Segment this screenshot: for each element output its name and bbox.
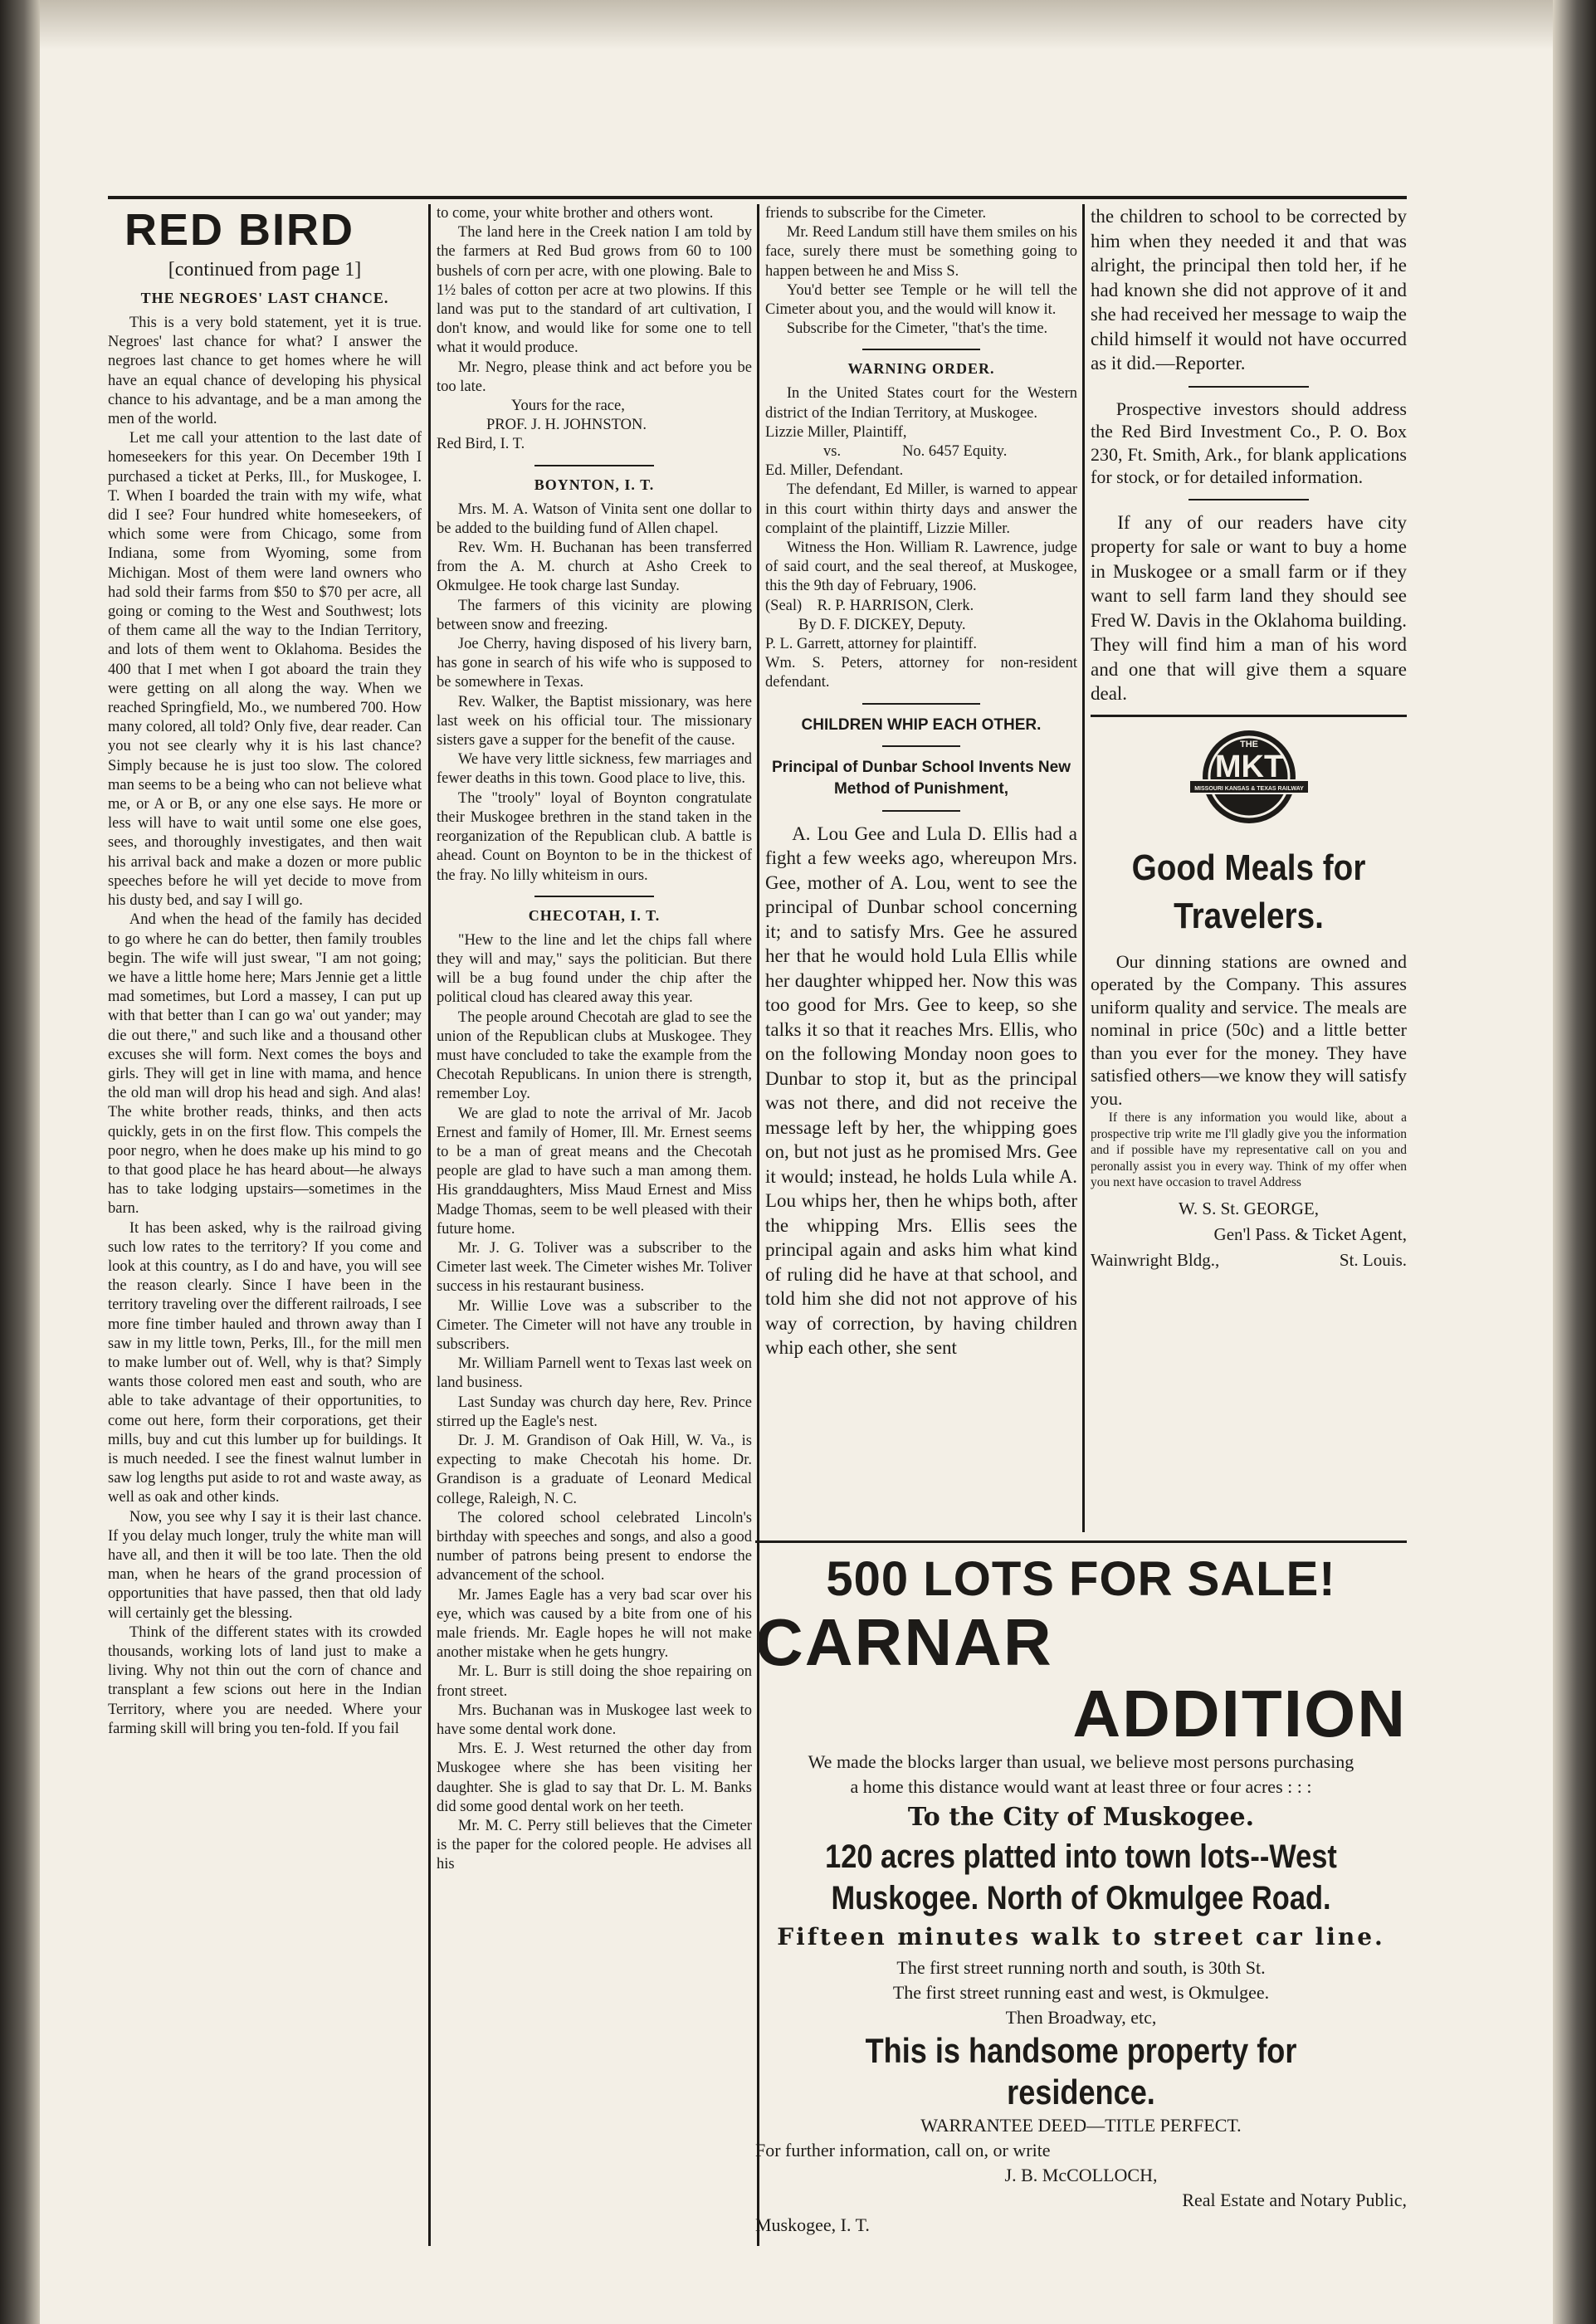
scan-left-edge [0, 0, 40, 2324]
legal-line: vs. No. 6457 Equity. [823, 443, 1008, 461]
ad-carnar-headline: CARNAR [755, 1605, 1053, 1679]
section-rule [534, 465, 654, 466]
news-item: The "trooly" loyal of Boynton congratulate their Muskogee brethren in the stand taken in the reorganization of the Republican club. A battle is ahead. Count on Boynton to be in the thickest of the fray. No lilly whiteism in ours. [437, 789, 752, 884]
news-item: friends to subscribe for the Cimeter. [765, 205, 987, 222]
news-item: Mr. James Eagle has a very bad scar over his eye, which was caused by a bite from one of his male friends. Mr. Eagle hopes he will not make another mistake when he gets hungry. [437, 1586, 752, 1662]
legal-line: By D. F. DICKEY, Deputy. [798, 616, 966, 633]
article-paragraph: Mr. Negro, please think and act before you be too late. [437, 359, 752, 395]
agent-address [1091, 1247, 1407, 1273]
news-item: Dr. J. M. Grandison of Oak Hill, W. Va., is expecting to make Checotah his home. Dr. Grandison is a graduate of Leonard Medical college, Raleigh, N. C. [437, 1432, 752, 1507]
meals-body: Our dinning stations are owned and operated by the Company. This assures uniform quality and service. The meals are nominal in price (50c) and a little better than you ever for the money. They have satisfied others—we know they will satisfy you. [1091, 950, 1407, 1109]
legal-line: Lizzie Miller, Plaintiff, [765, 423, 907, 441]
column-1 [108, 204, 422, 2246]
top-rule [108, 196, 1407, 199]
heading-checotah: CHECOTAH, I. T. [528, 906, 661, 924]
logo-band-text: MISSOURI KANSAS & TEXAS RAILWAY [1193, 785, 1304, 792]
column-divider [428, 204, 431, 2246]
newspaper-page [108, 196, 1407, 2244]
meals-small-print: If there is any information you would like, about a prospective trip write me I'll gladly give you the information and if possible have my representative call on you and peronally assist you in every way. Think of my offer when you next have occasion to travel Address [1091, 1111, 1407, 1189]
mkt-logo [1091, 727, 1407, 831]
news-item: Mrs. E. J. West returned the other day from Muskogee where she has been visiting her daughter. She is glad to say that Dr. L. M. Banks did some good dental work on her teeth. [437, 1741, 752, 1815]
section-rule [1188, 386, 1309, 388]
ad-info-line: For further information, call on, or write [755, 2140, 1051, 2160]
ad-city-line: To the City of Muskogee. [907, 1803, 1255, 1832]
scan-top-edge [0, 0, 1596, 50]
ad-street-3: Then Broadway, etc, [1005, 2007, 1157, 2028]
section-rule [862, 703, 981, 705]
story-paragraph: A. Lou Gee and Lula D. Ellis had a fight a few weeks ago, whereupon Mrs. Gee, mother of A. Lou, went to see the principal of Dunbar school concerning it; and to satisfy Mrs. Gee he assured her that he would hold Lula Ellis while her daughter whipped her. Now this was too good for Mrs. Gee to keep, so she talks it so that it reaches Mrs. Ellis, who on the following Monday noon goes to Dunbar to stop it, but as the principal was not there, and did not receive the message left by her, the whipping goes on, but not just as he promised Mrs. Gee it would; instead, he holds Lula while A. Lou whips her, then he whips both, after the whipping Mrs. Ellis sees the principal again and asks him what kind of ruling did he have at that school, and told him she did not not approve of his way of correction, by having children whip each other, she sent [765, 823, 1077, 1359]
carnar-addition-ad [755, 1540, 1407, 2238]
section-rule [882, 810, 960, 812]
notice-readers: If any of our readers have city property for sale or want to buy a home in Muskogee or a small farm or if they want to sell farm land they should see Fred W. Davis in the Oklahoma building. They will find him a man of his word and one that will give them a square deal. [1091, 511, 1407, 704]
section-rule [1188, 499, 1309, 500]
news-item: We are glad to note the arrival of Mr. Jacob Ernest and family of Homer, Ill. Mr. Ernest seems to be a man of great means and the Checotah people are glad to have such a man among them. His granddaughters, Miss Maud Ernest and Miss Madge Thomas, seem to be well pleased with their future home. [437, 1105, 752, 1238]
news-item: Mrs. Buchanan was in Muskogee last week to have some dental work done. [437, 1702, 752, 1739]
news-item: Last Sunday was church day here, Rev. Prince stirred up the Eagle's nest. [437, 1394, 752, 1430]
logo-mkt-text: MKT [1214, 749, 1283, 784]
logo-top-text: THE [1239, 739, 1258, 749]
ad-addition-headline: ADDITION [1072, 1677, 1407, 1750]
news-item: Mrs. M. A. Watson of Vinita sent one dollar to be added to the building fund of Allen chapel. [437, 500, 752, 537]
meals-headline-2: Travelers. [1174, 895, 1324, 936]
agent-address-building: Wainwright Bldg., [1091, 1249, 1220, 1270]
legal-line: Wm. S. Peters, attorney for non-resident defendant. [765, 655, 1077, 691]
news-item: The farmers of this vicinity are plowing between snow and freezing. [437, 597, 752, 633]
news-item: The people around Checotah are glad to see the union of the Republican clubs at Muskogee. They must have concluded to take the example from the Checotah Republicans. In union there is strength, remember Loy. [437, 1008, 752, 1103]
news-item: Rev. Wm. H. Buchanan has been transferred from the A. M. church at Asho Creek to Okmulgee. He took charge last Sunday. [437, 540, 752, 595]
news-item: The colored school celebrated Lincoln's birthday with speeches and songs, and also a good number of patrons being present to endorse the advancement of the school. [437, 1509, 752, 1584]
legal-line: (Seal) R. P. HARRISON, Clerk. [765, 597, 974, 614]
legal-line: Witness the Hon. William R. Lawrence, judge of said court, and the seal thereof, at Muskogee, this the 9th day of February, 1906. [765, 540, 1077, 595]
notice-investors: Prospective investors should address the Red Bird Investment Co., P. O. Box 230, Ft. Smith, Ark., for blank applications for stock, or for detailed information. [1091, 398, 1407, 487]
ad-walk-line: Fifteen minutes walk to street car line. [777, 1923, 1385, 1950]
signature-name: PROF. J. H. JOHNSTON. [486, 417, 647, 434]
subheading-principal: Principal of Dunbar School Invents New Method of Punishment, [772, 759, 1071, 798]
scan-right-edge [1553, 0, 1596, 2324]
section-rule [862, 349, 981, 350]
legal-line: The defendant, Ed Miller, is warned to appear in this court within thirty days and answer the complaint of the plaintiff, Lizzie Miller. [765, 481, 1077, 537]
masthead-red-bird: RED BIRD [124, 205, 355, 255]
news-item: Subscribe for the Cimeter, "that's the time. [786, 320, 1048, 338]
ad-street-1: The first street running north and south, is 30th St. [896, 1957, 1266, 1978]
column-divider [1082, 204, 1085, 1532]
ad-street-2: The first street running east and west, is Okmulgee. [892, 1982, 1270, 2003]
mkt-logo-icon [1183, 727, 1315, 827]
ad-deed-line: WARRANTEE DEED—TITLE PERFECT. [920, 2115, 1242, 2136]
section-rule [1091, 715, 1407, 717]
ad-contact-name: J. B. McCOLLOCH, [1004, 2165, 1158, 2185]
heading-warning-order: WARNING ORDER. [847, 360, 995, 378]
ad-contact-title: Real Estate and Notary Public, [1182, 2190, 1407, 2210]
signature-line: Yours for the race, [511, 398, 625, 415]
agent-name: W. S. St. GEORGE, [1179, 1198, 1319, 1218]
ad-contact-place: Muskogee, I. T. [755, 2214, 870, 2235]
article-paragraph: Think of the different states with its crowded thousands, working lots of land just to make a living. Why not thin out the corn of chance and transplant a few scions out here in the Indian Territory, where you are needed. Where your farming skill will bring you ten-fold. If you fail [108, 1623, 422, 1737]
news-item: Mr. L. Burr is still doing the shoe repairing on front street. [437, 1663, 752, 1700]
legal-line: In the United States court for the Western district of the Indian Territory, at Muskogee. [765, 385, 1077, 422]
news-item: We have very little sickness, few marriages and fewer deaths in this town. Good place to live, this. [437, 751, 752, 788]
news-item: Mr. William Parnell went to Texas last week on land business. [437, 1355, 752, 1392]
news-item: "Hew to the line and let the chips fall where they will and may," says the politician. But there will be a bug found under the chip after the political cloud has cleared away this year. [437, 931, 752, 1007]
agent-title: Gen'l Pass. & Ticket Agent, [1213, 1223, 1407, 1244]
ad-handsome-line: This is handsome property for residence. [865, 2031, 1297, 2112]
news-item: Mr. M. C. Perry still believes that the Cimeter is the paper for the colored people. He advises all his [437, 1818, 752, 1873]
news-item: You'd better see Temple or he will tell the Cimeter about you, and the would will know it. [765, 281, 1077, 319]
section-rule [534, 896, 654, 897]
ad-intro: We made the blocks larger than usual, we believe most persons purchasing a home this distance would want at least three or four acres : : : [808, 1751, 1354, 1797]
article-paragraph: This is a very bold statement, yet it is true. Negroes' last chance for what? I answer the negroes last chance to get homes where he will have an equal chance of developing his physical chance to his advantage, and be a man among the men of the world. [108, 315, 422, 428]
news-item: Mr. Willie Love was a subscriber to the Cimeter. The Cimeter will not have any trouble in subscribers. [437, 1297, 752, 1353]
article-paragraph: Let me call your attention to the last date of homeseekers for this year. On December 19th I purchased a ticket at Perks, Ill., for Muskogee, I. T. When I boarded the train with my wife, what did I see? Four hundred white homeseekers, of which some were from Chicago, some from Indiana, some from Wyoming, some from Michigan. Most of them were land owners who had sold their farms from $50 to $70 per acre, all going or coming to the West and Southwest; lots of them came all the way to the Indian Territory, and lots of them went to Oklahoma. Besides the 400 that I met when I got aboard the train they were getting on all along the way. When we reached Springfield, Mo., we numbered 700. How many colored, all told? Only five, dear reader. Can you not see clearly why it is his last chance? Simply because he is just too slow. The colored man seems to be a being who can not believe what me, or A or B, or any one else says. He more or less will have to wait until some one else goes, sees, and thoroughly investigates, and then wait his arrival back and make a dozen or more public speeches before he will yet decide to move from his dusty bed, and say I will go. [108, 430, 422, 910]
ad-top-rule [755, 1540, 1407, 1543]
column-3 [765, 204, 1077, 1532]
ad-lots-headline: 500 LOTS FOR SALE! [826, 1552, 1336, 1606]
meals-headline: Good Meals for [1131, 847, 1366, 888]
heading-children-whip: CHILDREN WHIP EACH OTHER. [801, 715, 1042, 734]
column-4 [1091, 204, 1407, 1532]
story-continuation: the children to school to be corrected by him when they needed it and that was alright, the principal then told her, if he had known she did not approve of it and she had received her message to waip the child himself it would not have occurred as it did.—Reporter. [1091, 206, 1407, 374]
ad-acres-line: 120 acres platted into town lots--West Muskogee. North of Okmulgee Road. [825, 1838, 1337, 1916]
news-item: Mr. Reed Landum still have them smiles on his face, surely there must be something going to happen between he and Miss S. [765, 224, 1077, 280]
news-item: Joe Cherry, having disposed of his livery barn, has gone in search of his wife who is supposed to be somewhere in Texas. [437, 636, 752, 691]
article-paragraph: It has been asked, why is the railroad giving such low rates to the territory? If you come and look at this country, as I do and have, you will see the reason clearly. Since I have been in the territory traveling over the different railroads, I see more fine timber hauled and thrown away than I saw in my little town, Perks, Ill., for the mill men to make lumber out of. Well, why is that? Simply wants those colored men east and south, who are able to take advantage of their opportunities, to come out here, form their corporations, get their mills, buy and cut this lumber up for buildings. It is much needed. I see the finest walnut lumber in saw log lengths put aside to rot and waste away, as well as oak and other kinds. [108, 1219, 422, 1506]
legal-line: Ed. Miller, Defendant. [765, 462, 904, 480]
legal-line: P. L. Garrett, attorney for plaintiff. [765, 636, 977, 653]
article-heading-negroes-last-chance: THE NEGROES' LAST CHANCE. [140, 290, 389, 306]
news-item: Mr. J. G. Toliver was a subscriber to the Cimeter last week. The Cimeter wishes Mr. Toliver success in his restaurant business. [437, 1239, 752, 1296]
article-paragraph: to come, your white brother and others wont. [437, 205, 714, 222]
news-item: Rev. Walker, the Baptist missionary, was here last week on his official tour. The missionary sisters gave a supper for the benefit of the cause. [437, 693, 752, 749]
heading-boynton: BOYNTON, I. T. [534, 476, 655, 493]
signature-place: Red Bird, I. T. [437, 436, 525, 453]
article-paragraph: Now, you see why I say it is their last chance. If you delay much longer, truly the white man will have all, and then it will be too late. Then the old man, when he hears of the grand procession of opportunities that have passed, then that old lady will certainly get the blessing. [108, 1508, 422, 1622]
agent-address-city: St. Louis. [1339, 1249, 1407, 1270]
section-rule [882, 745, 960, 747]
continued-note: [continued from page 1] [168, 259, 362, 281]
column-2 [437, 204, 752, 2246]
article-paragraph: And when the head of the family has decided to go where he can do better, then family troubles begin. The wife will just swear, "I am not going; we have a little home here; Mars Jennie get a little mad sometimes, but Lord a massey, I can put up with that better than I can go wa' out yander; may die out there," and such like and a thousand other excuses she will form. Next comes the boys and girls. They will get in line with mama, and hence the old man will drop his head and sigh. And alas! The white brother reads, thinks, and then acts quickly, gets in on the first flow. This compels the poor negro, when he does make up his mind to go to that good place he has heard about—he always has to take lodging upstairs—sometimes in the barn. [108, 911, 422, 1218]
article-paragraph: The land here in the Creek nation I am told by the farmers at Red Bud grows from 60 to 100 bushels of corn per acre, with one plowing. Bale to 1½ bales of cotton per acre at two plowins. If this land was put to the standard of art cultivation, I don't know, and would like for some one to tell what it would produce. [437, 224, 752, 357]
